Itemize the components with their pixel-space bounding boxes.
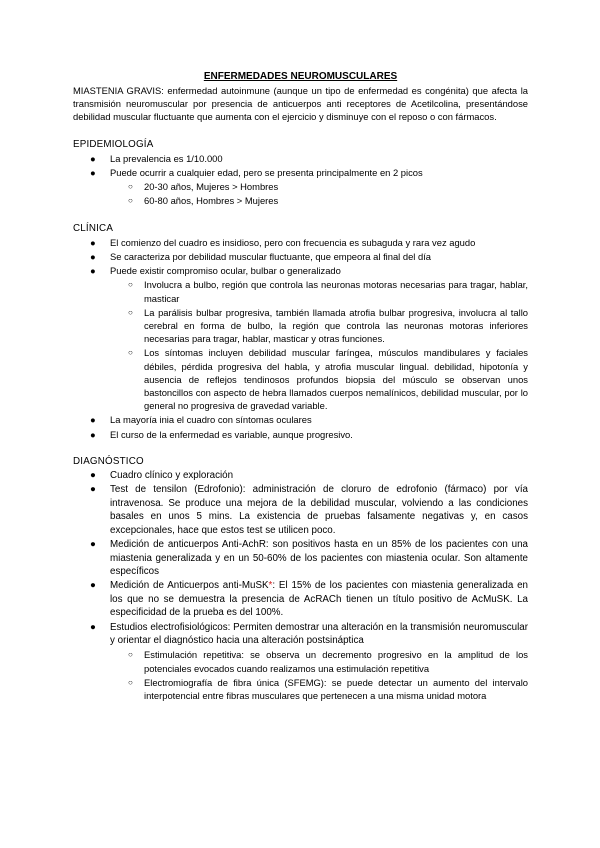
section-heading-clinica: CLÍNICA — [73, 222, 114, 234]
bullet-icon: ● — [90, 484, 96, 496]
bullet-icon: ● — [90, 167, 96, 179]
document-page — [73, 71, 528, 702]
sub-list-item — [110, 676, 528, 702]
list-item — [73, 264, 528, 412]
list-item — [73, 166, 528, 208]
bullet-icon: ● — [90, 539, 96, 551]
list-item — [73, 152, 528, 165]
section-heading-epidemiologia: EPIDEMIOLOGÍA — [73, 138, 154, 150]
list-item — [73, 413, 528, 426]
sub-list-item — [110, 346, 528, 412]
bullet-icon: ● — [90, 251, 96, 263]
sub-list-item — [110, 306, 528, 346]
list-item — [73, 428, 528, 441]
list-item-text: El curso de la enfermedad es variable, aunque progresivo. — [110, 428, 353, 440]
list-item-text: Cuadro clínico y exploración — [110, 470, 234, 482]
document-title: ENFERMEDADES NEUROMUSCULARES — [203, 71, 398, 82]
circle-bullet-icon: ○ — [128, 650, 133, 660]
bullet-icon: ● — [90, 236, 96, 248]
list-item-text: La prevalencia es 1/10.000 — [110, 152, 223, 164]
circle-bullet-icon: ○ — [128, 196, 133, 206]
circle-bullet-icon: ○ — [128, 182, 133, 192]
sub-item-text: Electromiografía de fibra única (SFEMG): se puede detectar un aumento del intervalo interpotencial entre fibras musculares que pertenecen a una misma unidad motora — [144, 676, 528, 701]
list-item-text: Test de tensilon (Edrofonio): administración de cloruro de edrofonio (fármaco) por vía intravenosa. Se produce una mejora de la debilidad muscular, volviendo a las condiciones basales en unos 5 mins. La existencia de pruebas falsamente negativas y, en casos excepcionales, hace que estos test se utilicen poco. — [110, 484, 528, 536]
sub-list-item — [110, 278, 528, 304]
diagnostico-list — [73, 469, 528, 702]
list-item-text: Medición de anticuerpos Anti-AchR: son positivos hasta en un 85% de los pacientes con una miastenia generalizada y en un 50-60% de los pacientes con miastenia ocular. Son altamente específicos — [110, 539, 528, 577]
list-item — [73, 250, 528, 263]
list-item — [73, 538, 528, 578]
list-item-text: : El 15% de los pacientes con miastenia generalizada en los que no se demuestra la presencia de AcRACh tienen un título positivo de AcMuSK. La especificidad de la prueba es del 100%. — [110, 580, 529, 619]
bullet-icon: ● — [90, 428, 96, 440]
list-item — [73, 236, 528, 249]
list-item — [73, 469, 528, 482]
diagnostico-sublist — [110, 648, 528, 702]
musk-label: Medición de Anticuerpos anti-MuSK — [110, 580, 269, 592]
clinica-list — [73, 236, 528, 441]
sub-list-item — [110, 194, 528, 207]
circle-bullet-icon: ○ — [128, 280, 133, 290]
bullet-icon: ● — [90, 152, 96, 164]
list-item — [73, 579, 528, 619]
list-item-text: Puede ocurrir a cualquier edad, pero se presenta principalmente en 2 picos — [110, 167, 423, 179]
bullet-icon: ● — [90, 580, 96, 592]
list-item-text: La mayoría inia el cuadro con síntomas oculares — [110, 414, 312, 426]
epidemiologia-list — [73, 152, 528, 208]
circle-bullet-icon: ○ — [128, 348, 133, 358]
bullet-icon: ● — [90, 414, 96, 426]
circle-bullet-icon: ○ — [128, 677, 133, 687]
diagnostico-section — [73, 455, 528, 702]
list-item-text: Se caracteriza por debilidad muscular fluctuante, que empeora al final del día — [110, 251, 432, 263]
circle-bullet-icon: ○ — [128, 307, 133, 317]
sub-item-text: Involucra a bulbo, región que controla las neuronas motoras necesarias para tragar, hablar, masticar — [144, 279, 528, 304]
sub-item-text: 60-80 años, Hombres > Mujeres — [144, 195, 279, 207]
bullet-icon: ● — [90, 265, 96, 277]
bullet-icon: ● — [90, 470, 96, 482]
list-item-text: El comienzo del cuadro es insidioso, pero con frecuencia es subaguda y rara vez agudo — [110, 236, 476, 248]
sub-list-item — [110, 648, 528, 674]
list-item-text: Estudios electrofisiológicos: Permiten demostrar una alteración en la transmisión neuromuscular y orientar el diagnóstico hacia una alteración postsináptica — [110, 621, 528, 646]
list-item — [73, 621, 528, 703]
section-heading-diagnostico: DIAGNÓSTICO — [73, 455, 144, 467]
sub-item-text: Estimulación repetitiva: se observa un decremento progresivo en la amplitud de los potenciales evocados cuando realizamos una estimulación repetitiva — [144, 649, 528, 674]
intro-paragraph: MIASTENIA GRAVIS: enfermedad autoinmune (aunque un tipo de enfermedad es congénita) que afecta la transmisión neuromuscular por presencia de anticuerpos anti receptores de Acetilcolina, presentándose debilidad muscular fluctuante que aumenta con el ejercicio y disminuye con el reposo o con fármacos. — [73, 85, 528, 123]
footnote-mark: * — [268, 580, 273, 592]
sub-item-text: Los síntomas incluyen debilidad muscular faríngea, músculos mandibulares y faciales débiles, pérdida progresiva del habla, y atrofia muscular lingual. debilidad, hipotonía y ausencia de reflejos tendinosos profundos biopsia del músculo se observan unos bastoncillos con aspecto de hebra llamados cuerpos nemalínicos, debilidad muscular, por lo general no progresiva de gravedad variable. — [144, 347, 528, 412]
list-item — [73, 483, 528, 537]
sub-item-text: La parálisis bulbar progresiva, también llamada atrofia bulbar progresiva, involucra al tallo cerebral en forma de bulbo, la región que controla las neuronas motoras inferiores necesarias para tragar, hablar, masticar y otras funciones. — [144, 306, 528, 345]
clinica-sublist — [110, 278, 528, 412]
list-item-text: Puede existir compromiso ocular, bulbar o generalizado — [110, 265, 341, 277]
sub-item-text: 20-30 años, Mujeres > Hombres — [144, 181, 279, 193]
epidemiologia-sublist — [110, 180, 528, 207]
sub-list-item — [110, 180, 528, 193]
bullet-icon: ● — [90, 621, 96, 633]
